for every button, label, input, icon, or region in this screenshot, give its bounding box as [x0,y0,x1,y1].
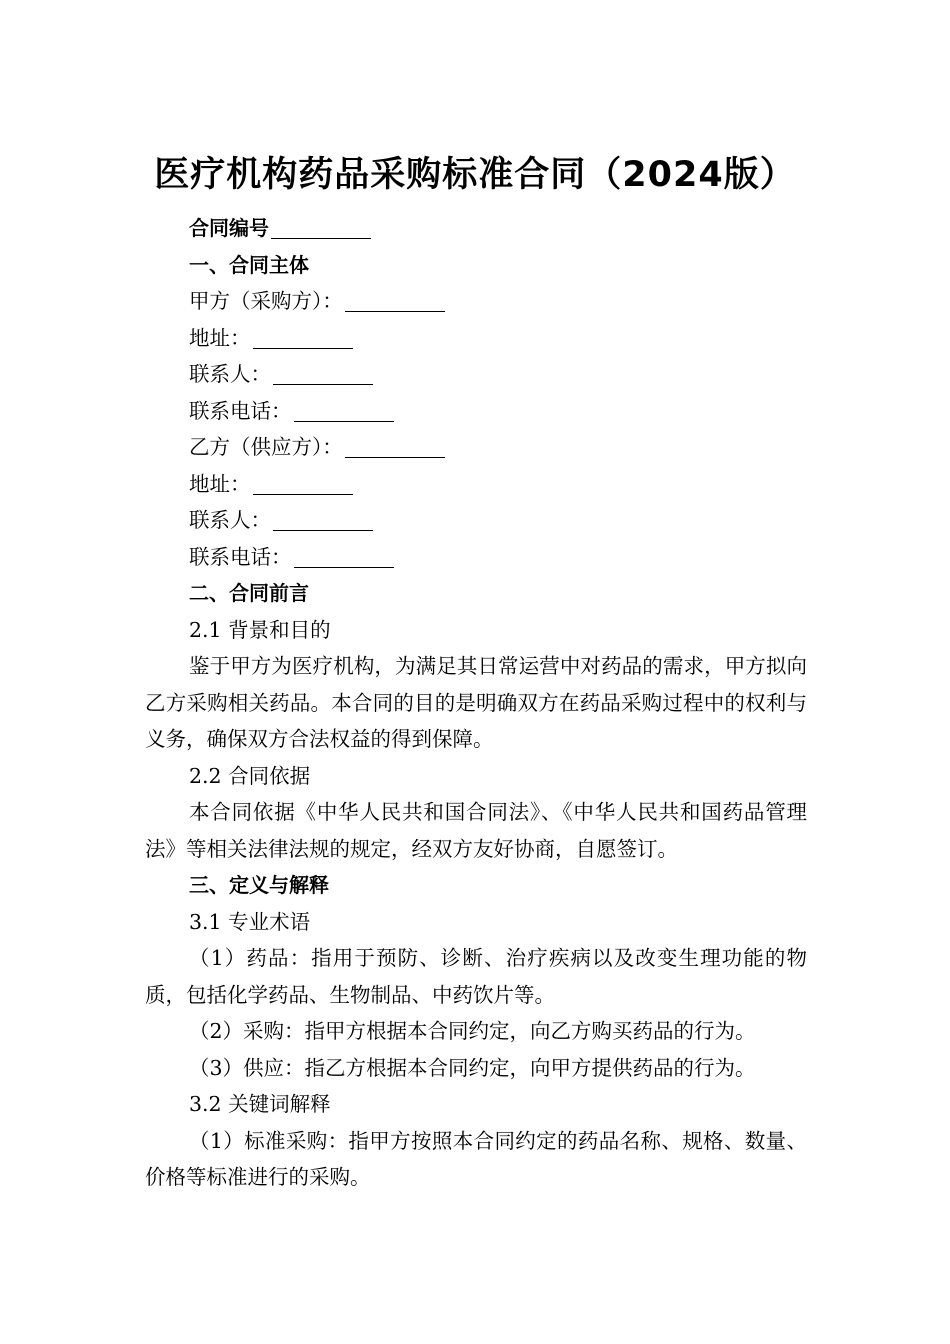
party-a-phone-blank[interactable] [294,399,394,422]
party-a-blank[interactable] [345,289,445,312]
party-a-phone-line [145,393,807,430]
contract-number-line [145,210,807,247]
party-b-contact-line [145,502,807,539]
party-a-contact-line [145,356,807,393]
party-b-address-line [145,466,807,503]
document-title: 医疗机构药品采购标准合同（2024版） [154,155,796,195]
party-a-address-line [145,320,807,357]
party-b-phone-line [145,539,807,576]
party-b-address-label: 地址： [189,471,251,496]
party-b-phone-blank[interactable] [294,545,394,568]
section-heading-definitions: 三、定义与解释 [189,873,329,897]
subsection-title-3-2: 3.2 关键词解释 [189,1092,331,1116]
party-a-line [145,283,807,320]
subsection-title-3-1: 3.1 专业术语 [189,909,311,934]
party-a-contact-blank[interactable] [273,362,373,385]
contract-number-label: 合同编号 [189,216,269,240]
definition-item-purchase: （2）采购：指甲方根据本合同约定，向乙方购买药品的行为。 [189,1019,756,1043]
definition-item-supply: （3）供应：指乙方根据本合同约定，向甲方提供药品的行为。 [189,1055,756,1080]
paragraph-2-1: 鉴于甲方为医疗机构，为满足其日常运营中对药品的需求，甲方拟向乙方采购相关药品。本合同的目的是明确双方在药品采购过程中的权利与义务，确保双方合法权益的得到保障。 [145,654,807,751]
party-a-address-blank[interactable] [253,326,353,349]
paragraph-2-2: 本合同依据《中华人民共和国合同法》、《中华人民共和国药品管理法》等相关法律法规的规定，经双方友好协商，自愿签订。 [145,800,807,861]
party-b-label: 乙方（供应方）： [189,435,343,459]
definition-item-drug: （1）药品：指用于预防、诊断、治疗疾病以及改变生理功能的物质，包括化学药品、生物制品、中药饮片等。 [145,946,807,1007]
party-b-blank[interactable] [345,435,445,458]
party-b-contact-blank[interactable] [273,508,373,531]
subsection-title-2-2: 2.2 合同依据 [189,763,311,788]
party-a-label: 甲方（采购方）： [189,289,343,313]
subsection-title-2-1: 2.1 背景和目的 [189,617,331,642]
contract-number-blank[interactable] [271,216,371,239]
party-a-phone-label: 联系电话： [189,398,292,423]
party-b-contact-label: 联系人： [189,508,271,532]
keyword-item-standard-purchase: （1）标准采购：指甲方按照本合同约定的药品名称、规格、数量、价格等标准进行的采购。 [145,1128,807,1189]
party-b-line [145,429,807,466]
party-a-contact-label: 联系人： [189,362,271,386]
party-a-address-label: 地址： [189,325,251,350]
section-heading-parties: 一、合同主体 [189,252,309,277]
party-b-phone-label: 联系电话： [189,544,292,569]
party-b-address-blank[interactable] [253,472,353,495]
document-body [145,210,807,1196]
section-heading-preamble: 二、合同前言 [189,581,309,605]
